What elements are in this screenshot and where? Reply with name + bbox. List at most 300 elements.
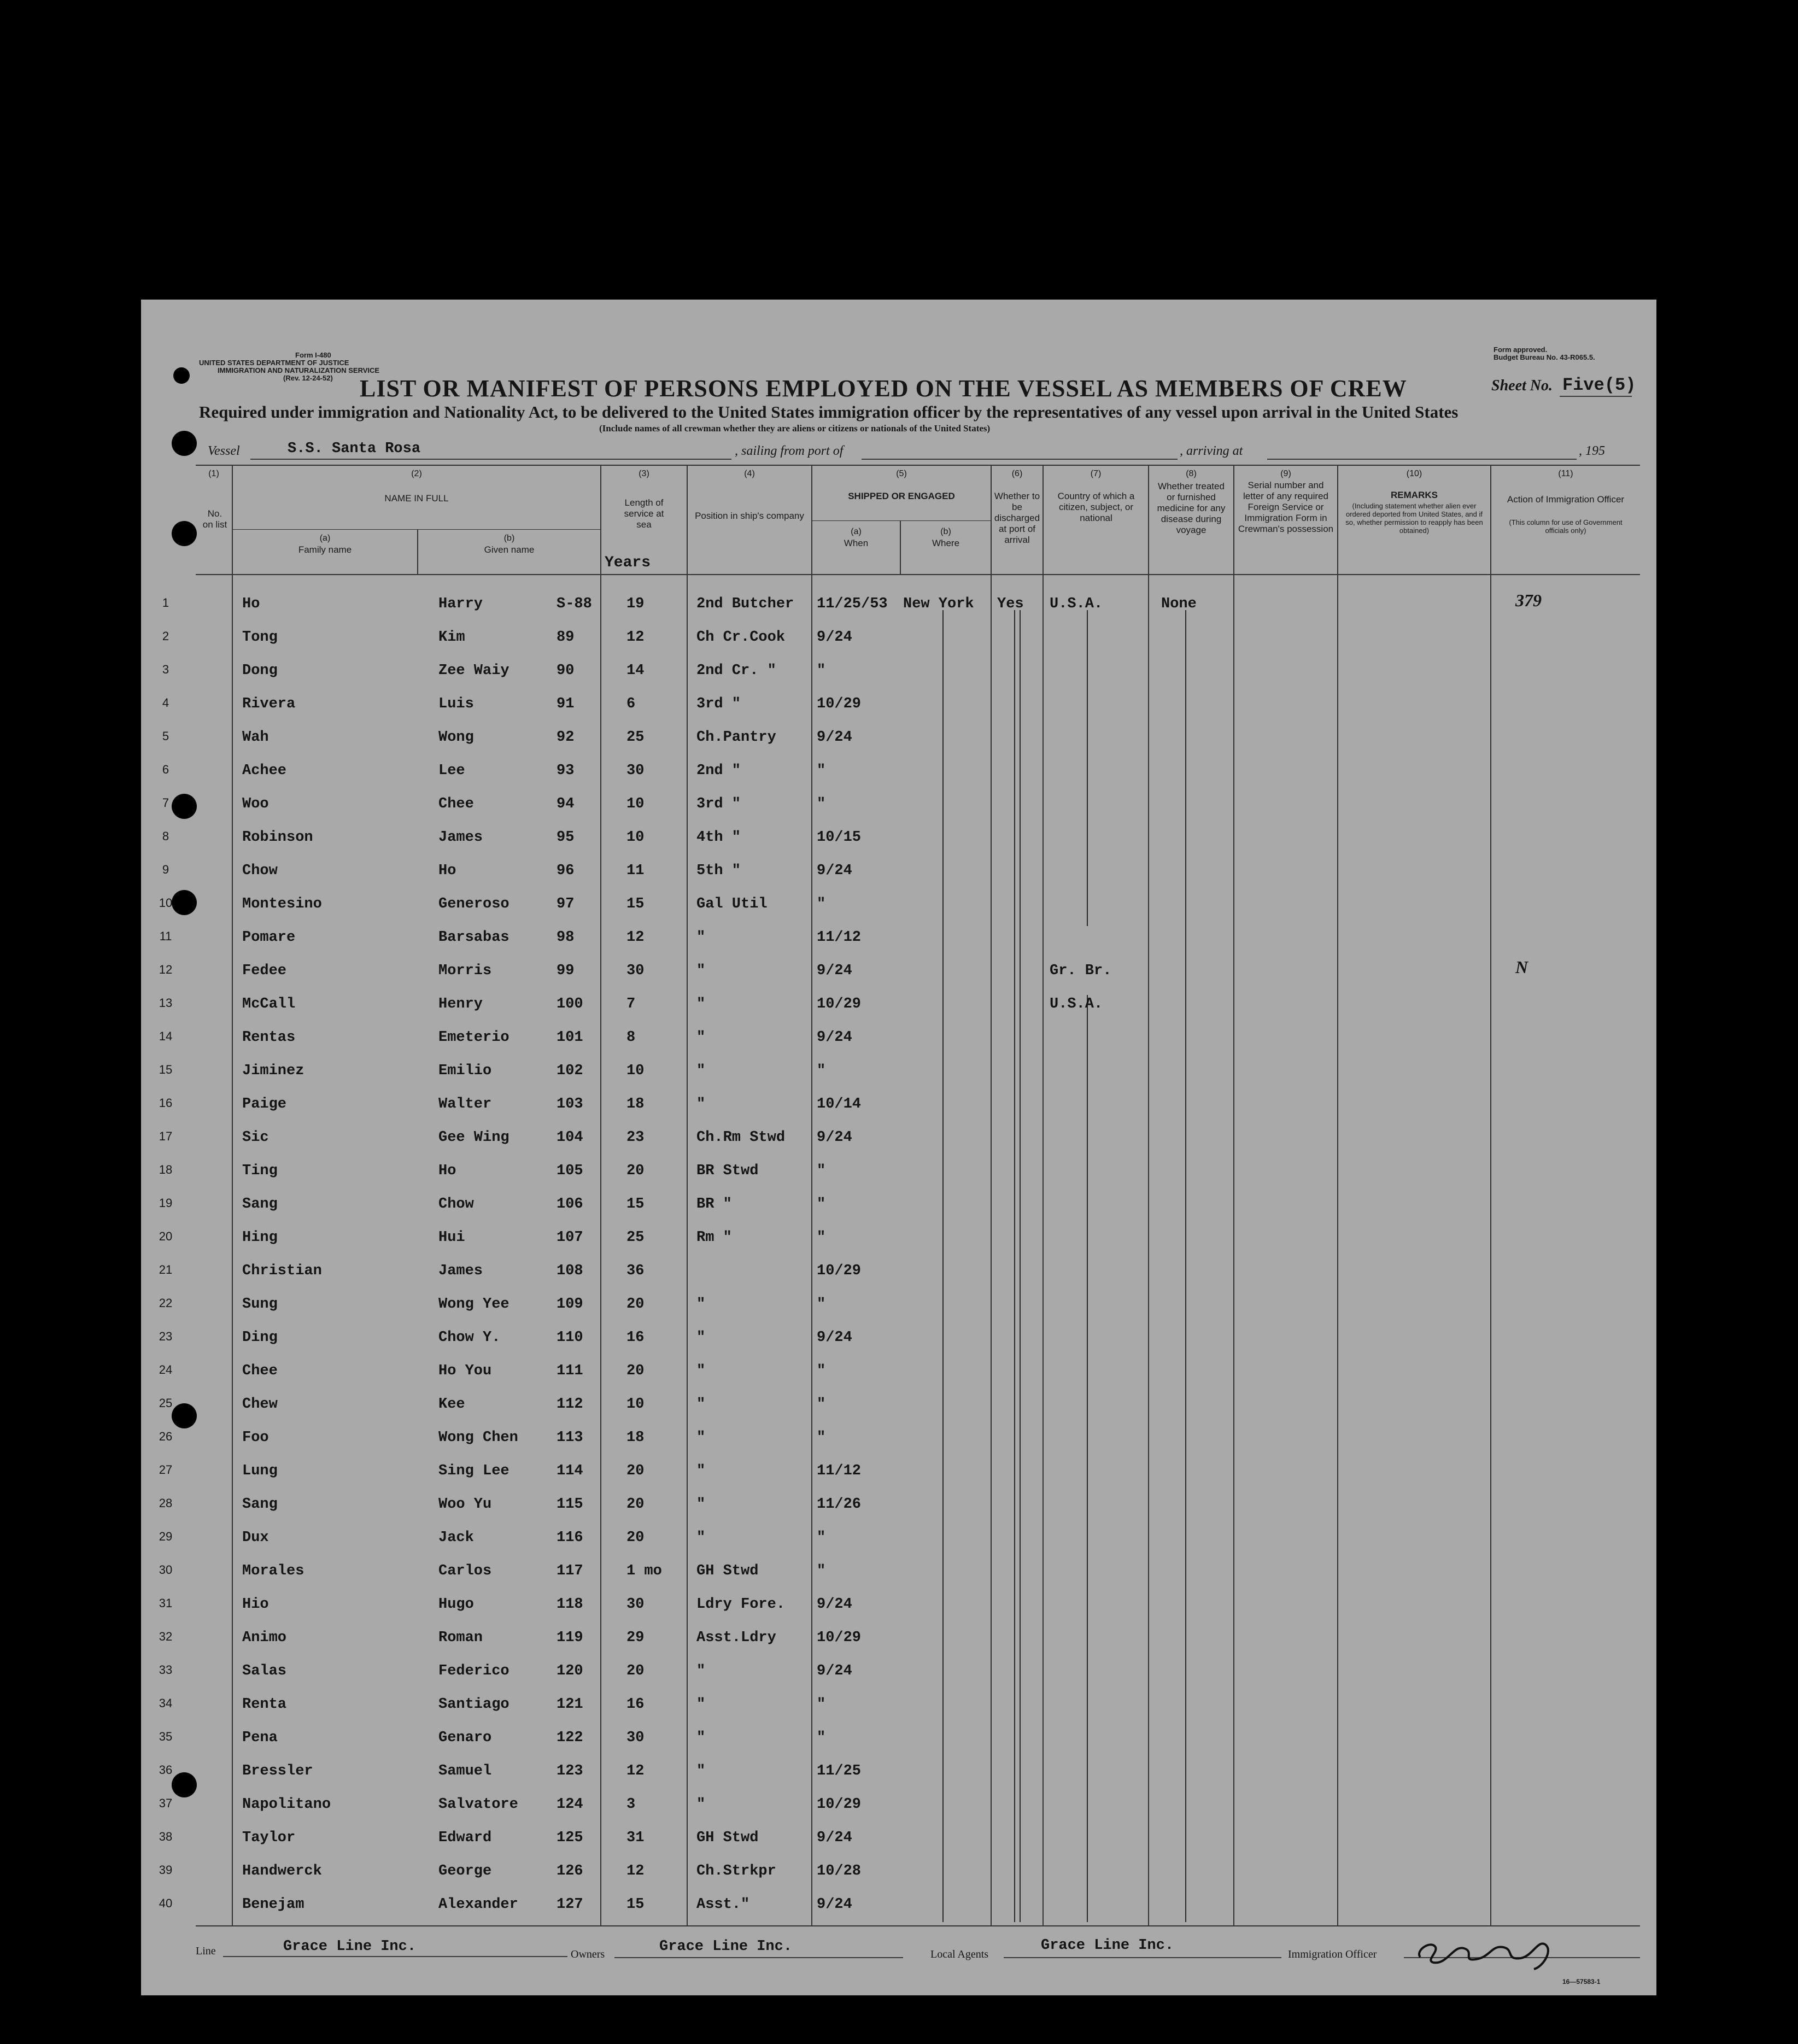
serial-number-cell: 95 [557, 829, 575, 846]
col8-header: Whether treated or furnished medicine for any disease during voyage [1157, 481, 1226, 535]
family-name-cell: Ting [242, 1163, 278, 1179]
family-name-cell: McCall [242, 996, 296, 1012]
family-name-cell: Salas [242, 1663, 287, 1679]
serial-number-cell: 98 [557, 929, 575, 946]
table-bottom-rule [196, 1925, 1640, 1926]
serial-number-cell: 90 [557, 663, 575, 679]
shipped-when-cell: 10/29 [817, 996, 862, 1012]
shipped-when-cell: " [817, 763, 826, 779]
given-name-cell: Morris [438, 963, 492, 979]
years-of-service-cell: 11 [626, 863, 645, 879]
position-cell: " [696, 1029, 706, 1046]
line-number: 3 [162, 663, 169, 676]
shipped-when-cell: 9/24 [817, 863, 852, 879]
position-cell: " [696, 1296, 706, 1313]
years-of-service-cell: 29 [626, 1630, 645, 1646]
line-number: 20 [159, 1229, 173, 1243]
family-name-cell: Wah [242, 729, 269, 746]
family-name-cell: Renta [242, 1696, 287, 1713]
shipped-when-cell: 9/24 [817, 1596, 852, 1613]
table-row [141, 1152, 1656, 1185]
given-name-cell: Carlos [438, 1563, 492, 1579]
given-name-cell: Kim [438, 629, 465, 646]
col7-header: Country of which a citizen, subject, or national [1057, 491, 1135, 523]
col2-header: NAME IN FULL [384, 493, 449, 503]
table-row [141, 985, 1656, 1018]
given-name-cell: Santiago [438, 1696, 509, 1713]
col5a-number: (a) [851, 527, 862, 536]
vessel-underline [250, 459, 731, 460]
table-row [141, 1118, 1656, 1152]
family-name-cell: Bressler [242, 1763, 313, 1779]
given-name-cell: Gee Wing [438, 1129, 509, 1146]
family-name-cell: Achee [242, 763, 287, 779]
given-name-cell: Generoso [438, 896, 509, 912]
sailing-from-label: , sailing from port of [735, 444, 844, 458]
table-row [141, 1719, 1656, 1752]
line-number: 37 [159, 1796, 173, 1810]
officer-action-cell: N [1515, 957, 1528, 977]
medicine-cell: None [1161, 596, 1197, 612]
col5-number: (5) [896, 469, 907, 478]
position-cell: " [696, 1463, 706, 1479]
serial-number-cell: 112 [557, 1396, 583, 1413]
shipped-when-cell: 9/24 [817, 1830, 852, 1846]
line-number: 15 [159, 1063, 173, 1076]
shipped-when-cell: 9/24 [817, 729, 852, 746]
family-name-cell: Fedee [242, 963, 287, 979]
position-cell: " [696, 929, 706, 946]
years-of-service-cell: 31 [626, 1830, 645, 1846]
family-name-cell: Taylor [242, 1830, 296, 1846]
table-row [141, 1652, 1656, 1685]
family-name-cell: Pena [242, 1730, 278, 1746]
serial-number-cell: 97 [557, 896, 575, 912]
family-name-cell: Rivera [242, 696, 296, 712]
position-cell: BR " [696, 1196, 732, 1213]
table-row [141, 1319, 1656, 1352]
years-of-service-cell: 14 [626, 663, 645, 679]
years-of-service-cell: 1 mo [626, 1563, 662, 1579]
years-of-service-cell: 18 [626, 1096, 645, 1112]
form-number: Form I-480 [295, 351, 331, 359]
family-name-cell: Dong [242, 663, 278, 679]
given-name-cell: Chow Y. [438, 1330, 501, 1346]
line-value: Grace Line Inc. [283, 1938, 417, 1955]
line-number: 16 [159, 1096, 173, 1110]
given-name-cell: Hui [438, 1229, 465, 1246]
line-number: 6 [162, 763, 169, 776]
years-of-service-cell: 20 [626, 1296, 645, 1313]
years-of-service-cell: 20 [626, 1663, 645, 1679]
years-of-service-cell: 18 [626, 1430, 645, 1446]
position-cell: " [696, 1730, 706, 1746]
serial-number-cell: 108 [557, 1263, 583, 1279]
family-name-cell: Handwerck [242, 1863, 322, 1879]
years-of-service-cell: 16 [626, 1330, 645, 1346]
header-bottom-rule [196, 574, 1640, 575]
sheet-number-label: Sheet No. [1491, 377, 1553, 394]
col5b-header: Where [932, 538, 960, 548]
discharged-cell: Yes [997, 596, 1024, 612]
col3-header: Length of service at sea [624, 497, 664, 530]
serial-number-cell: 117 [557, 1563, 583, 1579]
given-name-cell: Edward [438, 1830, 492, 1846]
col4-header: Position in ship's company [695, 511, 804, 521]
family-name-cell: Morales [242, 1563, 304, 1579]
shipped-when-cell: " [817, 1296, 826, 1313]
line-number: 10 [159, 896, 173, 910]
serial-number-cell: 96 [557, 863, 575, 879]
family-name-cell: Rentas [242, 1029, 296, 1046]
serial-number-cell: 91 [557, 696, 575, 712]
col2a-number: (a) [319, 534, 331, 543]
table-row [141, 1619, 1656, 1652]
shipped-when-cell: " [817, 796, 826, 812]
sailing-from-underline [862, 459, 1178, 460]
serial-number-cell: 126 [557, 1863, 583, 1879]
given-name-cell: Wong Chen [438, 1430, 518, 1446]
given-name-cell: Sing Lee [438, 1463, 509, 1479]
owners-label: Owners [571, 1948, 605, 1960]
family-name-cell: Sung [242, 1296, 278, 1313]
position-cell: " [696, 1496, 706, 1513]
position-cell: Rm " [696, 1229, 732, 1246]
line-number: 11 [159, 929, 172, 943]
family-name-cell: Hio [242, 1596, 269, 1613]
family-name-cell: Woo [242, 796, 269, 812]
given-name-cell: Wong [438, 729, 474, 746]
line-number: 18 [159, 1163, 173, 1176]
position-cell: Ldry Fore. [696, 1596, 786, 1613]
shipped-when-cell: 11/12 [817, 929, 862, 946]
given-name-cell: Ho [438, 863, 456, 879]
col7-number: (7) [1090, 469, 1102, 478]
shipped-when-cell: 10/28 [817, 1863, 862, 1879]
serial-number-cell: S-88 [557, 596, 592, 612]
shipped-when-cell: 11/25 [817, 1763, 862, 1779]
family-name-cell: Napolitano [242, 1796, 331, 1813]
local-agents-value: Grace Line Inc. [1041, 1937, 1174, 1954]
given-name-cell: Chow [438, 1196, 474, 1213]
years-of-service-cell: 8 [626, 1029, 636, 1046]
years-of-service-cell: 25 [626, 729, 645, 746]
binder-hole [172, 521, 197, 546]
shipped-when-cell: " [817, 1229, 826, 1246]
position-cell: " [696, 1530, 706, 1546]
shipped-when-cell: " [817, 896, 826, 912]
serial-number-cell: 107 [557, 1229, 583, 1246]
years-of-service-cell: 10 [626, 829, 645, 846]
table-row [141, 885, 1656, 918]
position-cell: 2nd Butcher [696, 596, 794, 612]
years-of-service-cell: 10 [626, 796, 645, 812]
position-cell: " [696, 1396, 706, 1413]
line-number: 19 [159, 1196, 173, 1210]
serial-number-cell: 120 [557, 1663, 583, 1679]
given-name-cell: Hugo [438, 1596, 474, 1613]
line-number: 24 [159, 1363, 173, 1377]
serial-number-cell: 110 [557, 1330, 583, 1346]
table-row [141, 918, 1656, 952]
family-name-cell: Pomare [242, 929, 296, 946]
line-number: 5 [162, 729, 169, 743]
subtitle-note: (Include names of all crewman whether they are aliens or citizens or nationals of the United States) [599, 423, 991, 434]
family-name-cell: Animo [242, 1630, 287, 1646]
given-name-cell: Harry [438, 596, 483, 612]
col1-header: No. on list [202, 508, 227, 530]
serial-number-cell: 124 [557, 1796, 583, 1813]
col4-number: (4) [744, 469, 755, 478]
line-number: 14 [159, 1029, 173, 1043]
position-cell: " [696, 1063, 706, 1079]
years-of-service-cell: 10 [626, 1063, 645, 1079]
position-cell: GH Stwd [696, 1563, 759, 1579]
shipped-when-cell: 10/29 [817, 1796, 862, 1813]
col5a-header: When [844, 538, 869, 548]
position-cell: GH Stwd [696, 1830, 759, 1846]
serial-number-cell: 103 [557, 1096, 583, 1112]
form-revision: (Rev. 12-24-52) [283, 374, 333, 382]
serial-number-cell: 104 [557, 1129, 583, 1146]
table-row [141, 1685, 1656, 1719]
table-row [141, 852, 1656, 885]
manifest-sheet [141, 300, 1656, 1995]
serial-number-cell: 92 [557, 729, 575, 746]
serial-number-cell: 125 [557, 1830, 583, 1846]
line-number: 31 [159, 1596, 173, 1610]
line-number: 1 [162, 596, 169, 610]
family-name-cell: Dux [242, 1530, 269, 1546]
table-row [141, 1385, 1656, 1419]
shipped-when-cell: 9/24 [817, 1663, 852, 1679]
position-cell: Ch.Rm Stwd [696, 1129, 786, 1146]
given-name-cell: George [438, 1863, 492, 1879]
serial-number-cell: 102 [557, 1063, 583, 1079]
table-row [141, 1485, 1656, 1519]
line-number: 23 [159, 1330, 173, 1343]
binder-hole [173, 367, 190, 384]
shipped-when-cell: " [817, 663, 826, 679]
shipped-when-cell: " [817, 1396, 826, 1413]
position-cell: 2nd " [696, 763, 741, 779]
family-name-cell: Chee [242, 1363, 278, 1379]
table-row [141, 1285, 1656, 1319]
family-name-cell: Paige [242, 1096, 287, 1112]
serial-number-cell: 119 [557, 1630, 583, 1646]
table-row [141, 818, 1656, 852]
col10-number: (10) [1406, 469, 1422, 478]
given-name-cell: Henry [438, 996, 483, 1012]
position-cell: 4th " [696, 829, 741, 846]
shipped-when-cell: " [817, 1430, 826, 1446]
years-of-service-cell: 15 [626, 896, 645, 912]
arriving-at-underline [1267, 459, 1577, 460]
family-name-cell: Sic [242, 1129, 269, 1146]
col11-number: (11) [1558, 469, 1573, 478]
serial-number-cell: 122 [557, 1730, 583, 1746]
serial-number-cell: 121 [557, 1696, 583, 1713]
shipped-subheader-rule [811, 520, 991, 521]
years-of-service-cell: 36 [626, 1263, 645, 1279]
family-name-cell: Lung [242, 1463, 278, 1479]
years-of-service-cell: 20 [626, 1363, 645, 1379]
given-name-cell: Genaro [438, 1730, 492, 1746]
shipped-where-cell: New York [903, 596, 974, 612]
given-name-cell: Jack [438, 1530, 474, 1546]
shipped-when-cell: " [817, 1063, 826, 1079]
country-cell: Gr. Br. [1050, 963, 1112, 979]
given-name-cell: Federico [438, 1663, 509, 1679]
years-of-service-cell: 12 [626, 1763, 645, 1779]
serial-number-cell: 100 [557, 996, 583, 1012]
col10-note: (Including statement whether alien ever ordered deported from United States, and if so, whether permission to reapply has been obtained) [1345, 502, 1483, 535]
family-name-cell: Tong [242, 629, 278, 646]
table-row [141, 1885, 1656, 1919]
shipped-when-cell: 9/24 [817, 963, 852, 979]
col1-number: (1) [208, 469, 219, 478]
line-number: 22 [159, 1296, 173, 1310]
years-of-service-cell: 30 [626, 1596, 645, 1613]
line-number: 17 [159, 1129, 173, 1143]
family-name-cell: Jiminez [242, 1063, 304, 1079]
department-name: UNITED STATES DEPARTMENT OF JUSTICE [199, 359, 349, 367]
owners-underline [614, 1957, 903, 1958]
table-row [141, 752, 1656, 785]
serial-number-cell: 105 [557, 1163, 583, 1179]
given-name-cell: Zee Waiy [438, 663, 509, 679]
line-number: 13 [159, 996, 173, 1010]
shipped-when-cell: " [817, 1196, 826, 1213]
shipped-when-cell: 9/24 [817, 1330, 852, 1346]
shipped-when-cell: " [817, 1563, 826, 1579]
local-agents-label: Local Agents [930, 1948, 989, 1960]
line-number: 26 [159, 1430, 173, 1443]
years-of-service-cell: 20 [626, 1496, 645, 1513]
col9-header: Serial number and letter of any required Foreign Service or Immigration Form in Crewman's possession [1238, 480, 1334, 534]
shipped-when-cell: " [817, 1696, 826, 1713]
given-name-cell: Barsabas [438, 929, 509, 946]
shipped-when-cell: 9/24 [817, 629, 852, 646]
given-name-cell: Roman [438, 1630, 483, 1646]
years-of-service-cell: 30 [626, 1730, 645, 1746]
table-row [141, 1785, 1656, 1819]
table-row [141, 1452, 1656, 1485]
position-cell: " [696, 1430, 706, 1446]
years-of-service-cell: 20 [626, 1530, 645, 1546]
col6-header: Whether to be discharged at port of arrival [994, 491, 1040, 545]
shipped-when-cell: 9/24 [817, 1896, 852, 1913]
table-row [141, 952, 1656, 985]
page-title: LIST OR MANIFEST OF PERSONS EMPLOYED ON THE VESSEL AS MEMBERS OF CREW [360, 375, 1407, 402]
family-name-cell: Chew [242, 1396, 278, 1413]
sheet-number-underline [1560, 396, 1632, 397]
shipped-when-cell: 11/12 [817, 1463, 862, 1479]
budget-bureau-number: Budget Bureau No. 43-R065.5. [1494, 353, 1595, 361]
line-number: 40 [159, 1896, 173, 1910]
col2-number: (2) [411, 469, 422, 478]
given-name-cell: Luis [438, 696, 474, 712]
table-row [141, 718, 1656, 752]
position-cell: " [696, 1663, 706, 1679]
serial-number-cell: 111 [557, 1363, 583, 1379]
serial-number-cell: 99 [557, 963, 575, 979]
position-cell: " [696, 996, 706, 1012]
family-name-cell: Ho [242, 596, 260, 612]
line-number: 35 [159, 1730, 173, 1743]
years-of-service-cell: 7 [626, 996, 636, 1012]
shipped-when-cell: " [817, 1363, 826, 1379]
shipped-when-cell: 10/15 [817, 829, 862, 846]
shipped-when-cell: 11/26 [817, 1496, 862, 1513]
serial-number-cell: 113 [557, 1430, 583, 1446]
years-of-service-cell: 16 [626, 1696, 645, 1713]
line-number: 39 [159, 1863, 173, 1877]
line-number: 34 [159, 1696, 173, 1710]
given-name-cell: Alexander [438, 1896, 518, 1913]
years-of-service-cell: 10 [626, 1396, 645, 1413]
sheet-number-value: Five(5) [1562, 375, 1636, 395]
serial-number-cell: 127 [557, 1896, 583, 1913]
table-row [141, 1852, 1656, 1885]
given-name-cell: Emeterio [438, 1029, 509, 1046]
given-name-cell: Chee [438, 796, 474, 812]
family-name-cell: Benejam [242, 1896, 304, 1913]
family-name-cell: Robinson [242, 829, 313, 846]
serial-number-cell: 115 [557, 1496, 583, 1513]
given-name-cell: Wong Yee [438, 1296, 509, 1313]
shipped-when-cell: 11/25/53 [817, 596, 888, 612]
col2b-number: (b) [503, 534, 515, 543]
line-label: Line [196, 1945, 216, 1957]
owners-value: Grace Line Inc. [659, 1938, 793, 1955]
line-number: 32 [159, 1630, 173, 1643]
serial-number-cell: 114 [557, 1463, 583, 1479]
given-name-cell: James [438, 829, 483, 846]
name-subheader-rule [233, 529, 600, 530]
years-of-service-cell: 12 [626, 629, 645, 646]
serial-number-cell: 94 [557, 796, 575, 812]
years-of-service-cell: 12 [626, 1863, 645, 1879]
years-of-service-cell: 12 [626, 929, 645, 946]
given-name-cell: Ho [438, 1163, 456, 1179]
serial-number-cell: 89 [557, 629, 575, 646]
arriving-at-label: , arriving at [1180, 444, 1243, 458]
shipped-when-cell: " [817, 1163, 826, 1179]
given-name-cell: Lee [438, 763, 465, 779]
years-of-service-cell: 23 [626, 1129, 645, 1146]
years-of-service-cell: 30 [626, 763, 645, 779]
line-number: 27 [159, 1463, 173, 1477]
position-cell: Asst.Ldry [696, 1630, 776, 1646]
position-cell: Ch Cr.Cook [696, 629, 786, 646]
shipped-when-cell: " [817, 1530, 826, 1546]
position-cell: " [696, 963, 706, 979]
table-row [141, 1585, 1656, 1619]
table-row [141, 1519, 1656, 1552]
position-cell: Ch.Pantry [696, 729, 776, 746]
shipped-when-cell: 10/14 [817, 1096, 862, 1112]
serial-number-cell: 101 [557, 1029, 583, 1046]
position-cell: " [696, 1796, 706, 1813]
given-name-cell: James [438, 1263, 483, 1279]
line-number: 9 [162, 863, 169, 876]
line-number: 21 [159, 1263, 173, 1276]
line-number: 25 [159, 1396, 173, 1410]
col11-header: Action of Immigration Officer [1507, 494, 1625, 505]
given-name-cell: Salvatore [438, 1796, 518, 1813]
table-row [141, 1219, 1656, 1252]
